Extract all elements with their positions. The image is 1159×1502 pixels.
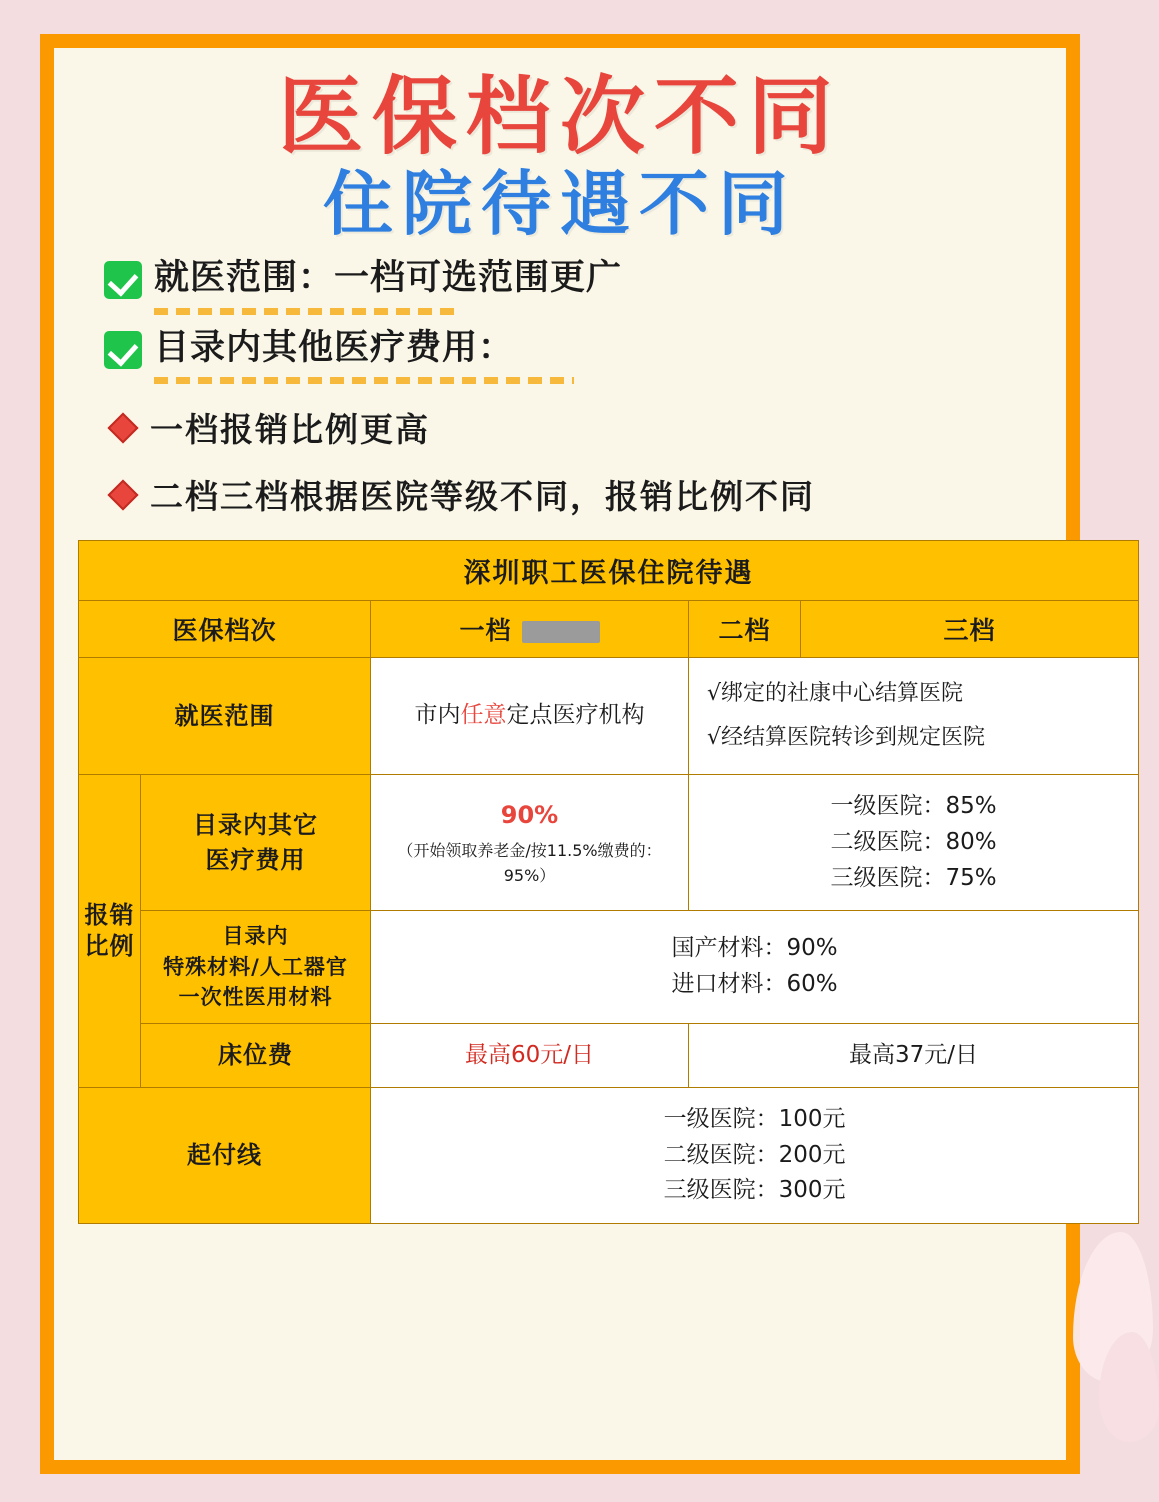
- cell-other-fees-tier1-note: （开始领取养老金/按11.5%缴费的：95%）: [397, 840, 662, 885]
- diamond-icon: [107, 412, 138, 443]
- bullet-item-2-label: 目录内其他医疗费用：: [154, 327, 515, 368]
- cell-other-fees-tier1: [371, 775, 689, 911]
- row-group-label-text: 报销比例: [84, 901, 135, 961]
- table-header-tier2: 二档: [689, 601, 801, 658]
- table-row: [79, 658, 1139, 775]
- cell-special-materials-line1: 国产材料：90%: [671, 935, 838, 962]
- bullet-item-1: [104, 257, 1044, 315]
- row-label-other-fees-line2: 医疗费用: [205, 845, 306, 874]
- table-row: [79, 775, 1139, 911]
- page-title-primary: 医保档次不同: [277, 68, 842, 167]
- cell-other-fees-tier1-value: 90%: [500, 801, 559, 830]
- cell-deductible-line1: 一级医院：100元: [663, 1106, 846, 1133]
- table-header-row: [79, 601, 1139, 658]
- cell-other-fees-tier23-line3: 三级医院：75%: [830, 864, 997, 891]
- check-icon: [104, 331, 142, 369]
- cell-deductible-line3: 三级医院：300元: [663, 1177, 846, 1204]
- row-label-special-materials-line3: 一次性医用材料: [178, 985, 333, 1010]
- row-label-other-fees: [141, 775, 371, 911]
- row-label-deductible: 起付线: [79, 1088, 371, 1224]
- table-row: [79, 911, 1139, 1023]
- diamond-icon: [107, 479, 138, 510]
- table-row: [79, 1023, 1139, 1088]
- bullet-item-1-body: [154, 257, 622, 315]
- cell-scope-tier1: 市内任意定点医疗机构: [371, 658, 689, 775]
- table-title: 深圳职工医保住院待遇: [79, 541, 1139, 601]
- bullet-item-1-label: 就医范围：一档可选范围更广: [154, 257, 623, 298]
- row-group-label-reimburse: [79, 775, 141, 1088]
- cell-scope-tier23: [689, 658, 1139, 775]
- page-title-secondary: 住院待遇不同: [323, 162, 797, 245]
- table-title-row: [79, 541, 1139, 601]
- poster-frame: [40, 34, 1080, 1474]
- row-label-scope: 就医范围: [79, 658, 371, 775]
- cell-special-materials-line2: 进口材料：60%: [671, 970, 838, 997]
- cell-deductible-all: [371, 1088, 1139, 1224]
- table-header-tier3: 三档: [801, 601, 1139, 658]
- diamond-point-2: [112, 471, 1044, 518]
- diamond-point-1-label: 一档报销比例更高: [150, 410, 430, 450]
- table-header-tier1-text: 一档: [459, 616, 512, 646]
- redaction-block: [522, 621, 600, 643]
- cell-bed-fee-tier23: 最高37元/日: [689, 1023, 1139, 1088]
- table-header-tier-label: 医保档次: [79, 601, 371, 658]
- cell-deductible-line2: 二级医院：200元: [663, 1141, 846, 1168]
- table-header-tier1: [371, 601, 689, 658]
- cell-other-fees-tier23-line2: 二级医院：80%: [830, 828, 997, 855]
- bullet-item-2-body: [154, 327, 574, 385]
- cell-special-materials-all: [371, 911, 1139, 1023]
- cell-other-fees-tier23: [689, 775, 1139, 911]
- cell-scope-tier23-line1: √绑定的社康中心结算医院: [707, 681, 964, 707]
- dotted-underline-2: [154, 377, 574, 384]
- poster-body: [54, 48, 1066, 1460]
- diamond-point-2-label: 二档三档根据医院等级不同，报销比例不同: [150, 477, 815, 517]
- table-row: [79, 1088, 1139, 1224]
- dotted-underline-1: [154, 308, 454, 315]
- row-label-bed-fee: 床位费: [141, 1023, 371, 1088]
- cell-scope-tier1-highlight: 任意: [460, 702, 507, 729]
- check-icon: [104, 261, 142, 299]
- cell-bed-fee-tier1-value: 最高60元/日: [464, 1041, 594, 1068]
- row-label-special-materials-line1: 目录内: [222, 924, 289, 949]
- benefits-table: [78, 540, 1139, 1224]
- row-label-other-fees-line1: 目录内其它: [193, 810, 318, 839]
- cell-scope-tier23-line2: √经结算医院转诊到规定医院: [707, 725, 986, 751]
- row-label-special-materials: [141, 911, 371, 1023]
- row-label-special-materials-line2: 特殊材料/人工器官: [163, 954, 348, 979]
- cell-bed-fee-tier1: [371, 1023, 689, 1088]
- bullet-item-2: [104, 327, 1044, 385]
- diamond-point-1: [112, 404, 1044, 451]
- cell-other-fees-tier23-line1: 一级医院：85%: [830, 793, 997, 820]
